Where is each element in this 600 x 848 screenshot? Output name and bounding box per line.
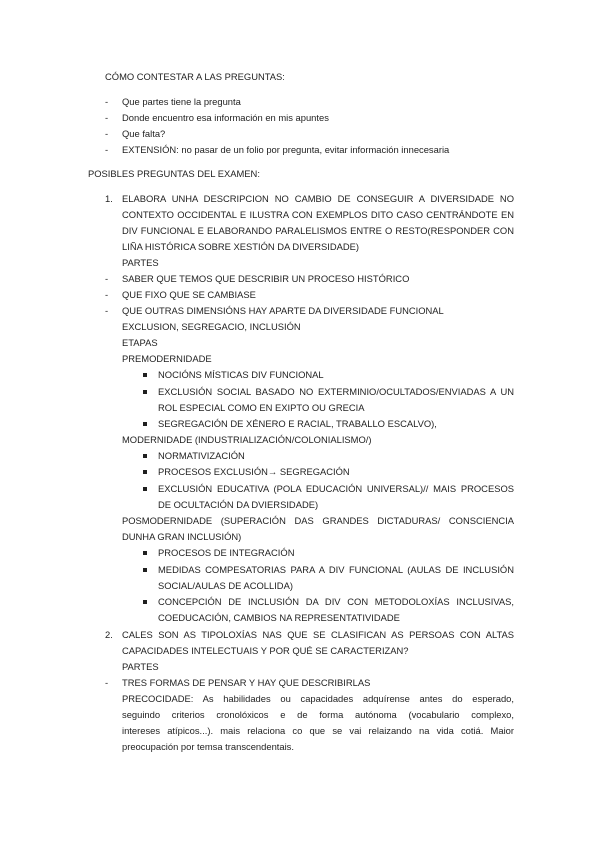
square-bullet [143,422,147,426]
dash-bullet: - [105,96,109,107]
q1-etapas: ETAPAS [122,337,158,348]
q1-exclusion: EXCLUSION, SEGREGACIO, INCLUSIÓN [122,321,301,332]
posmodern-title-cont: DUNHA GRAN INCLUSIÓN) [122,531,242,542]
dash-bullet: - [105,677,109,688]
q2-paragraph-line: PRECOCIDADE: As habilidades ou capacidades adquírense antes do esperado, [122,693,514,704]
q2-paragraph-line: intereses atípicos...). mais relaciona co que se vai relaizando na vida cotiá. Maior [122,725,514,736]
premodern-item-cont: ROL ESPECIAL COMO EN EXIPTO OU GRECIA [158,402,365,413]
exam-title: POSIBLES PREGUNTAS DEL EXAMEN: [88,168,260,179]
dash-bullet: - [105,144,109,155]
posmodern-item: CONCEPCIÓN DE INCLUSIÓN DA DIV CON METODOLOXÍAS INCLUSIVAS, [158,596,514,607]
q1-part-item: QUE FIXO QUE SE CAMBIASE [122,289,256,300]
howto-item: EXTENSIÓN: no pasar de un folio por pregunta, evitar información innecesaria [122,144,450,155]
premodern-item: SEGREGACIÓN DE XÉNERO E RACIAL, TRABALLO ESCALVO), [158,418,437,429]
square-bullet [143,470,147,474]
question-number: 1. [105,193,113,204]
q1-line: LIÑA HISTÓRICA SOBRE XESTIÓN DA DIVERSIDADE) [122,241,360,252]
question-number: 2. [105,629,113,640]
howto-title: CÓMO CONTESTAR A LAS PREGUNTAS: [105,71,285,82]
modern-item: PROCESOS EXCLUSIÓN→ SEGREGACIÓN [158,466,350,477]
q2-line: CAPACIDADES INTELECTUAIS Y POR QUÉ SE CARACTERIZAN? [122,645,409,656]
modern-title: MODERNIDADE (INDUSTRIALIZACIÓN/COLONIALISMO/) [122,434,372,445]
square-bullet [143,487,147,491]
q1-part-item: SABER QUE TEMOS QUE DESCRIBIR UN PROCESO HISTÓRICO [122,273,410,284]
q2-part-item: TRES FORMAS DE PENSAR Y HAY QUE DESCRIBIRLAS [122,677,371,688]
howto-item: Donde encuentro esa información en mis apuntes [122,112,329,123]
square-bullet [143,373,147,377]
q2-line: CALES SON AS TIPOLOXÍAS NAS QUE SE CLASIFICAN AS PERSOAS CON ALTAS [122,629,514,640]
square-bullet [143,454,147,458]
modern-item: EXCLUSIÓN EDUCATIVA (POLA EDUCACIÓN UNIVERSAL)// MAIS PROCESOS [158,483,514,494]
posmodern-item: PROCESOS DE INTEGRACIÓN [158,547,295,558]
dash-bullet: - [105,305,109,316]
premodern-title: PREMODERNIDADE [122,353,212,364]
square-bullet [143,600,147,604]
posmodern-item: MEDIDAS COMPESATORIAS PARA A DIV FUNCIONAL (AULAS DE INCLUSIÓN [158,564,514,575]
modern-item-cont: DE OCULTACIÓN DA DVIERSIDADE) [158,499,319,510]
q1-line: ELABORA UNHA DESCRIPCION NO CAMBIO DE CONSEGUIR A DIVERSIDADE NO [122,193,514,204]
modern-item: NORMATIVIZACIÓN [158,450,245,461]
dash-bullet: - [105,289,109,300]
posmodern-item-cont: COEDUCACIÓN, CAMBIOS NA REPRESENTATIVIDADE [158,612,400,623]
posmodern-title: POSMODERNIDADE (SUPERACIÓN DAS GRANDES DICTADURAS/ CONSCIENCIA [122,515,514,526]
q2-paragraph-line: seguindo criterios cronolóxicos e de forma autónoma (vocabulario complexo, [122,709,514,720]
q1-part-item: QUE OUTRAS DIMENSIÓNS HAY APARTE DA DIVERSIDADE FUNCIONAL [122,305,444,316]
dash-bullet: - [105,128,109,139]
q1-line: DIV FUNCIONAL E ELABORANDO PARALELISMOS ENTRE O RESTO(RESPONDER CON [122,225,514,236]
premodern-item: NOCIÓNS MÍSTICAS DIV FUNCIONAL [158,369,324,380]
posmodern-item-cont: SOCIAL/AULAS DE ACOLLIDA) [158,580,293,591]
q2-partes: PARTES [122,661,159,672]
square-bullet [143,568,147,572]
square-bullet [143,390,147,394]
premodern-item: EXCLUSIÓN SOCIAL BASADO NO EXTERMINIO/OCULTADOS/ENVIADAS A UN [158,386,514,397]
q1-line: CONTEXTO OCCIDENTAL E ILUSTRA CON EXEMPLOS DITO CASO CENTRÁNDOTE EN [122,209,514,220]
q1-partes: PARTES [122,257,159,268]
q2-paragraph-line: preocupación por temsa transcendentais. [122,741,294,752]
dash-bullet: - [105,112,109,123]
dash-bullet: - [105,273,109,284]
square-bullet [143,551,147,555]
howto-item: Que falta? [122,128,166,139]
howto-item: Que partes tiene la pregunta [122,96,241,107]
